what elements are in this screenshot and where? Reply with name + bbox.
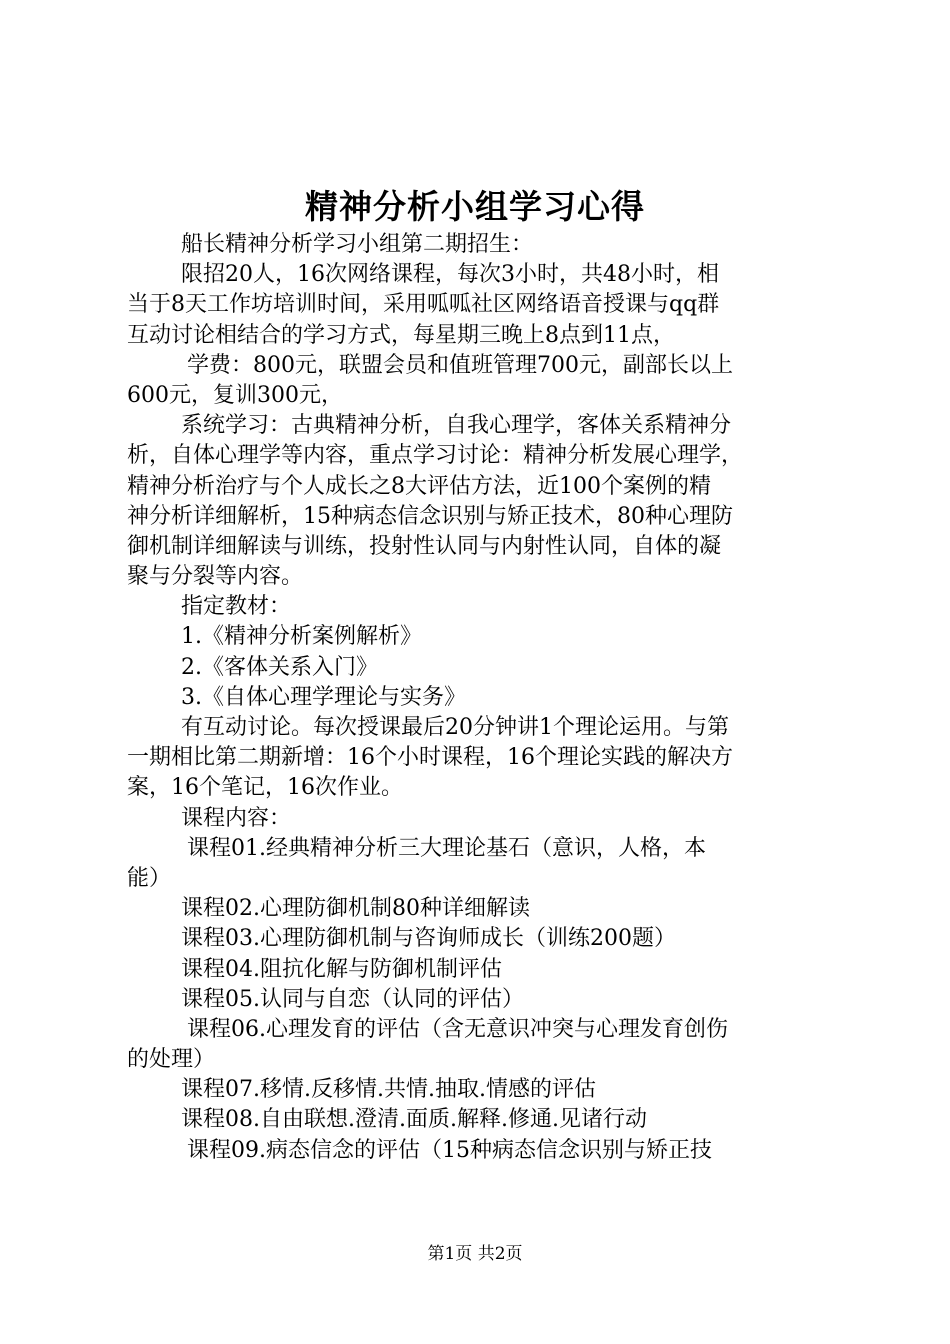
course-item: 课程02.心理防御机制80种详细解读	[181, 896, 530, 922]
text-line: 聚与分裂等内容。	[127, 564, 304, 590]
text-line: 能）	[127, 865, 172, 891]
text-line: 当于8天工作坊培训时间，采用呱呱社区网络语音授课与qq群	[127, 292, 720, 318]
list-item: 1.《精神分析案例解析》	[181, 624, 422, 650]
text-line: 有互动讨论。每次授课最后20分钟讲1个理论运用。与第	[181, 715, 729, 740]
text-line: 船长精神分析学习小组第二期招生：	[181, 232, 534, 257]
course-item: 课程05.认同与自恋（认同的评估）	[181, 986, 524, 1012]
course-item: 课程08.自由联想.澄清.面质.解释.修通.见诸行动	[181, 1107, 647, 1133]
text-line: 600元，复训300元，	[127, 382, 343, 408]
course-item: 课程04.阻抗化解与防御机制评估	[181, 956, 502, 982]
course-item: 课程09.病态信念的评估（15种病态信念识别与矫正技	[187, 1137, 712, 1163]
list-item: 2.《客体关系入门》	[181, 654, 378, 680]
course-item: 课程06.心理发育的评估（含无意识冲突与心理发育创伤	[187, 1016, 728, 1042]
text-line: 学费：800元，联盟会员和值班管理700元，副部长以上	[187, 352, 733, 378]
text-line: 析，自体心理学等内容，重点学习讨论：精神分析发展心理学，	[127, 443, 744, 469]
text-line: 御机制详细解读与训练，投射性认同与内射性认同，自体的凝	[127, 533, 722, 559]
page-footer: 第1页 共2页	[427, 1244, 523, 1264]
text-line: 精神分析治疗与个人成长之8大评估方法，近100个案例的精	[127, 473, 711, 499]
list-item: 3.《自体心理学理论与实务》	[181, 684, 466, 710]
document-title: 精神分析小组学习心得	[305, 187, 645, 226]
text-line: 的处理）	[127, 1047, 216, 1073]
course-item: 课程07.移情.反移情.共情.抽取.情感的评估	[181, 1077, 596, 1103]
text-line: 课程内容：	[181, 805, 292, 831]
text-line: 限招20人，16次网络课程，每次3小时，共48小时，相	[181, 262, 719, 288]
course-item: 课程01.经典精神分析三大理论基石（意识，人格，本	[187, 835, 706, 861]
document-body	[127, 230, 832, 1166]
text-line: 一期相比第二期新增：16个小时课程，16个理论实践的解决方	[127, 745, 733, 771]
text-line: 互动讨论相结合的学习方式，每星期三晚上8点到11点，	[127, 322, 675, 348]
text-line: 神分析详细解析，15种病态信念识别与矫正技术，80种心理防	[127, 503, 733, 529]
course-item: 课程03.心理防御机制与咨询师成长（训练200题）	[181, 926, 676, 952]
text-line: 系统学习：古典精神分析，自我心理学，客体关系精神分	[181, 413, 732, 439]
text-line: 案，16个笔记，16次作业。	[127, 775, 403, 801]
text-line: 指定教材：	[181, 594, 292, 620]
